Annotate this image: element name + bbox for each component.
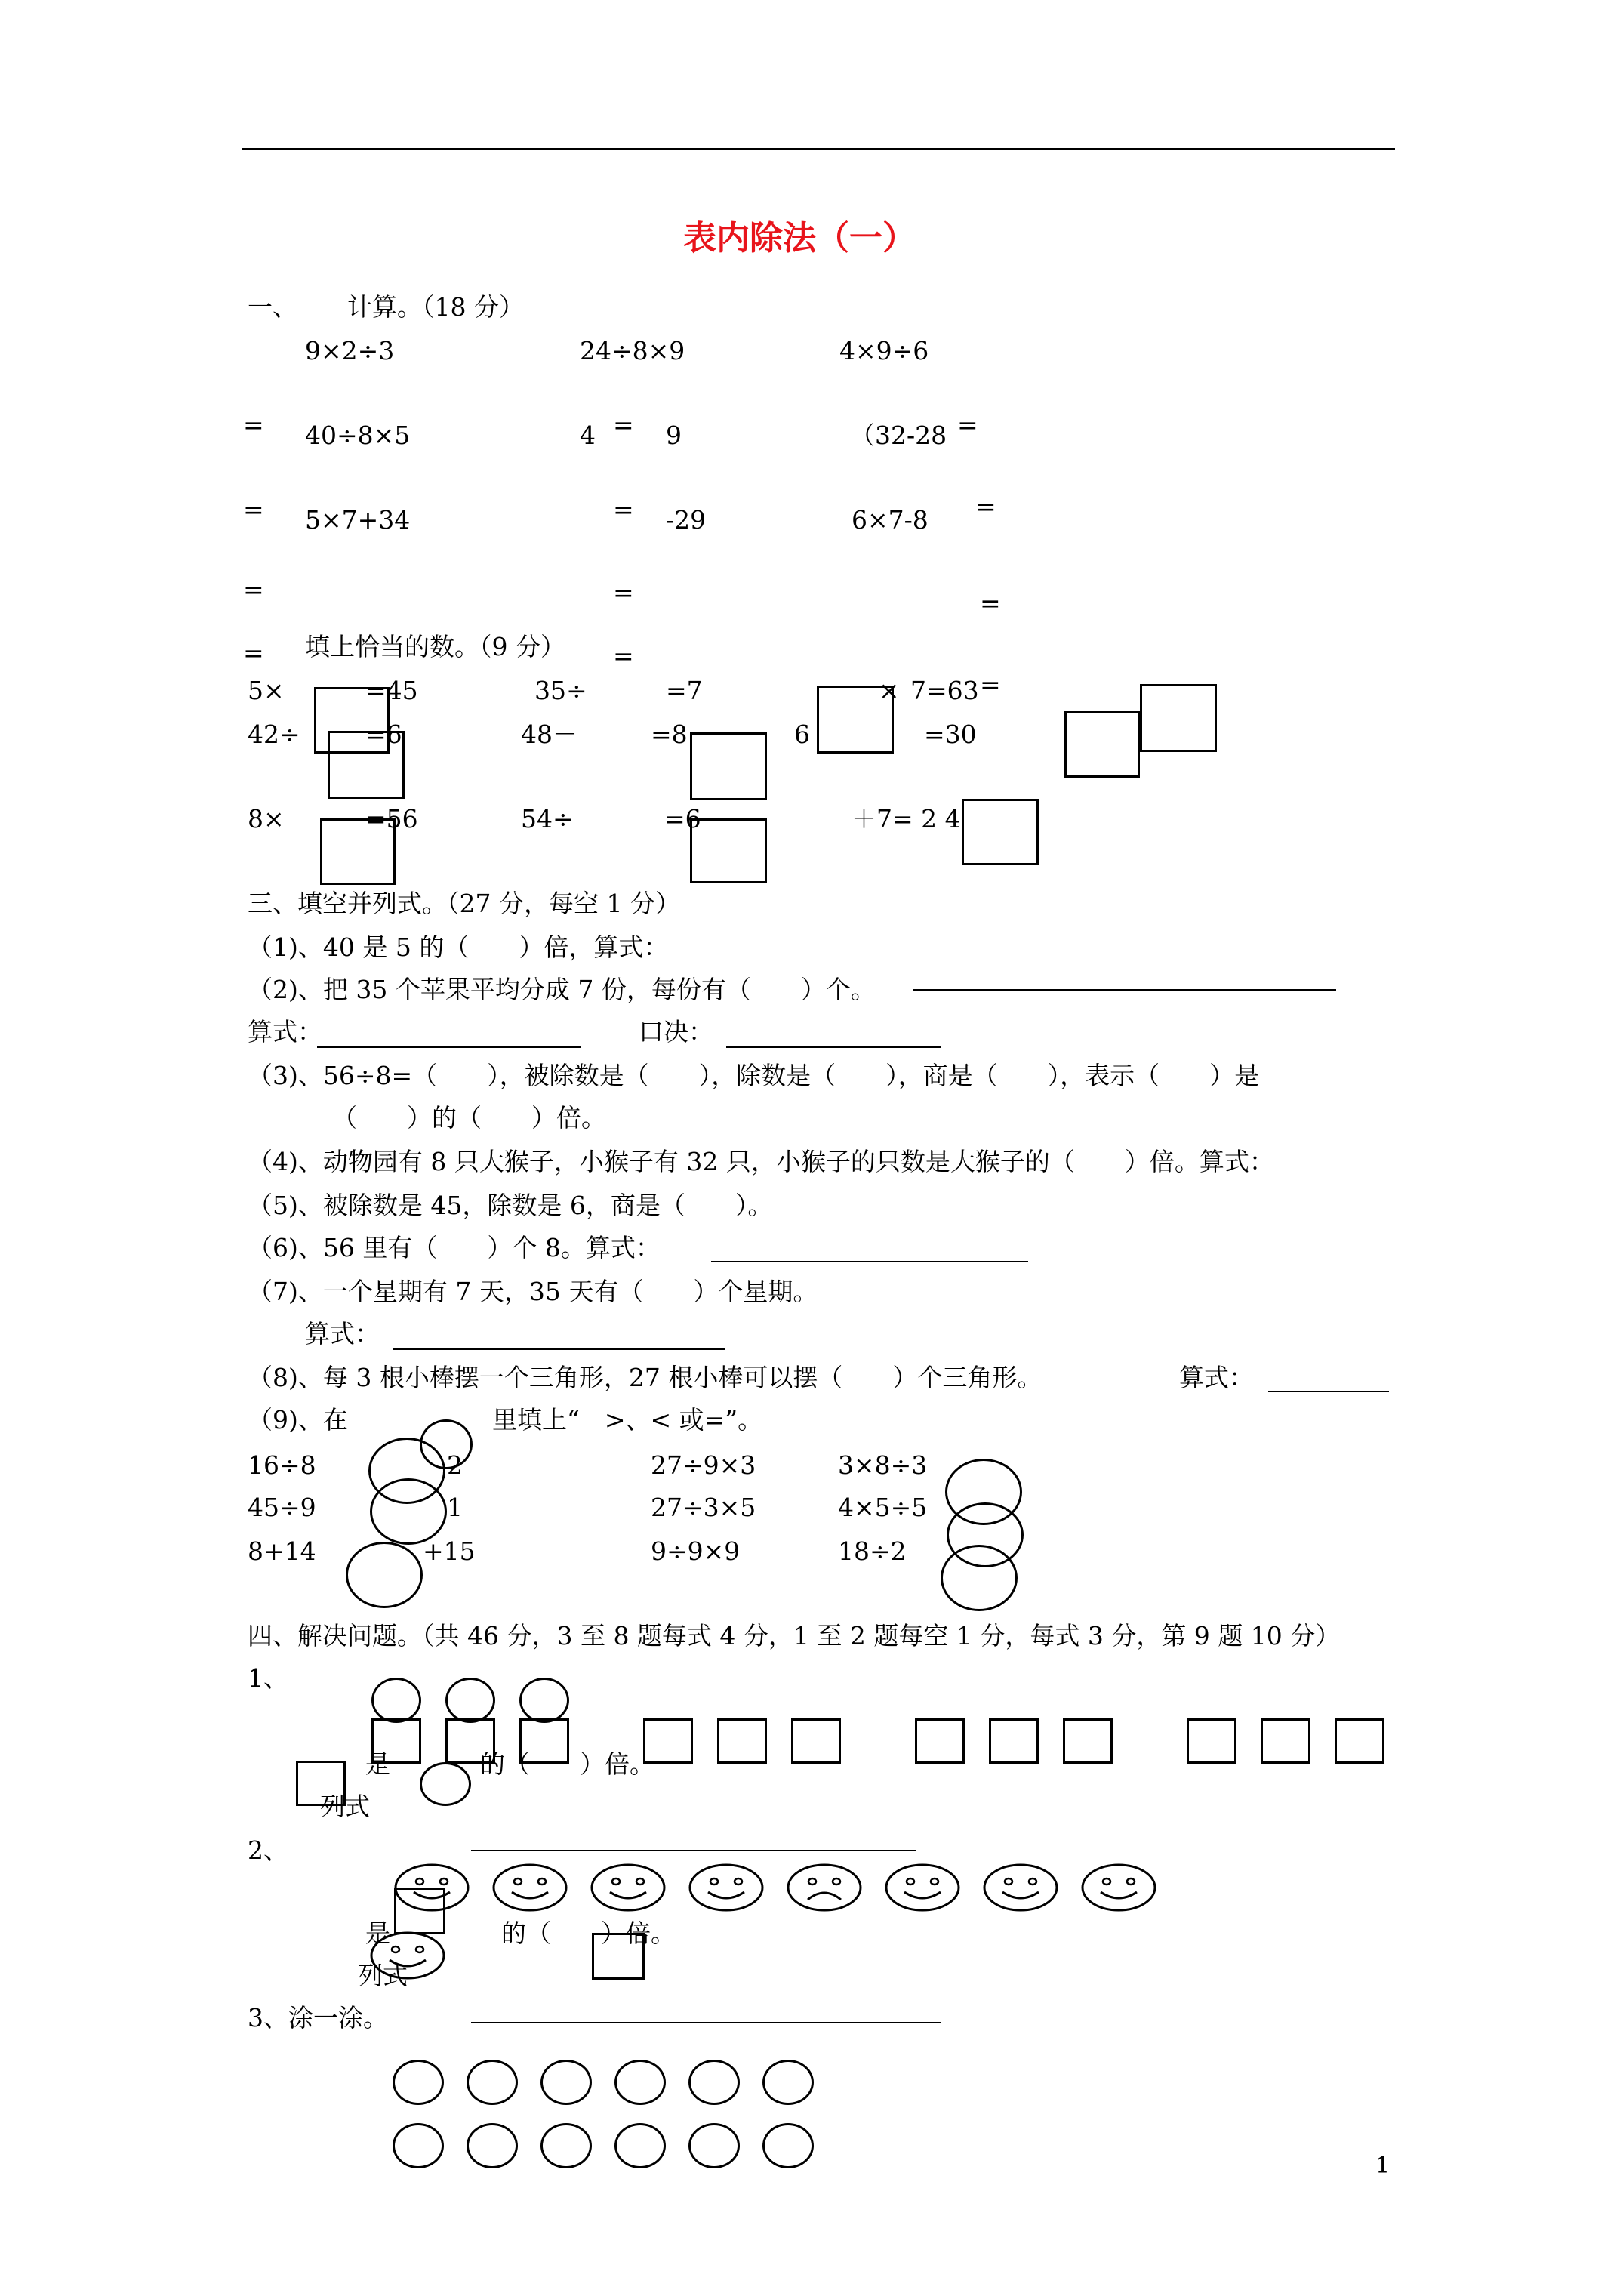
fill-1-2b: =7: [666, 676, 703, 705]
equals-sign: =: [243, 495, 264, 524]
square-shape: [717, 1718, 767, 1764]
answer-line[interactable]: [471, 1850, 916, 1851]
page-title: 表内除法（一）: [683, 219, 916, 257]
calc-2-1: 24÷8×9: [580, 336, 685, 365]
fill-2-1b: =6: [365, 720, 402, 749]
section1-number: 一、: [248, 292, 297, 322]
section4-heading: 四、解决问题。（共 46 分，3 至 8 题每式 4 分，1 至 2 题每空 1 分，每式 3 分，第 9 题 10 分）: [248, 1621, 1341, 1650]
equals-sign: =: [975, 492, 996, 521]
calc-2-2a: 4: [580, 421, 596, 450]
answer-line[interactable]: [317, 1046, 581, 1048]
p2-times: 的（ ）倍。: [501, 1918, 676, 1948]
q2: （2)、把 35 个苹果平均分成 7 份，每份有（ ）个。: [248, 975, 876, 1004]
fill-2-3a: 6: [794, 720, 810, 749]
compare-3-4: 18÷2: [838, 1536, 907, 1566]
equals-sign: =: [243, 638, 264, 667]
color-circle[interactable]: [614, 2123, 666, 2168]
section3-heading: 三、填空并列式。（27 分，每空 1 分）: [248, 889, 680, 918]
color-circle[interactable]: [540, 2060, 592, 2105]
calc-1-3: 5×7+34: [305, 505, 411, 535]
fill-1-2a: 35÷: [534, 676, 587, 705]
q7-formula-label: 算式：: [305, 1319, 380, 1348]
answer-box[interactable]: [320, 818, 396, 885]
answer-box[interactable]: [328, 731, 405, 799]
equals-sign: =: [613, 495, 634, 524]
compare-2-1: 45÷9: [248, 1493, 316, 1522]
fill-3-2b: =6: [664, 804, 701, 834]
answer-line[interactable]: [393, 1348, 725, 1350]
compare-circle[interactable]: [941, 1545, 1018, 1611]
compare-1-1: 16÷8: [248, 1450, 316, 1480]
header-rule: [242, 148, 1395, 150]
section1-heading: 计算。（18 分）: [347, 292, 524, 322]
calc-2-2b: 9: [666, 421, 682, 450]
q9-part2: 里填上“ >、< 或=”。: [492, 1405, 763, 1435]
page-number: 1: [1375, 2153, 1390, 2179]
compare-circle[interactable]: [346, 1542, 423, 1608]
color-circle[interactable]: [762, 2123, 814, 2168]
color-circle[interactable]: [614, 2060, 666, 2105]
square-shape: [1335, 1718, 1384, 1764]
calc-2-3: -29: [666, 505, 707, 535]
equals-sign: =: [613, 578, 634, 607]
p1-number: 1、: [248, 1663, 288, 1693]
q8-formula-label: 算式：: [1179, 1363, 1254, 1392]
fill-2-2a: 48－: [521, 720, 577, 749]
calc-1-2: 40÷8×5: [305, 421, 411, 450]
answer-line[interactable]: [711, 1261, 1028, 1262]
answer-line[interactable]: [726, 1046, 941, 1048]
square-shape: [1187, 1718, 1236, 1764]
smiley-face-icon: [592, 1865, 664, 1910]
fill-2-2b: =8: [651, 720, 688, 749]
frown-face-icon: [788, 1865, 861, 1910]
p3-heading: 3、涂一涂。: [248, 2003, 388, 2032]
circle-shape: [519, 1678, 569, 1723]
fill-2-3b: =30: [924, 720, 977, 749]
q1: （1)、40 是 5 的（ ）倍，算式：: [248, 932, 669, 962]
p2-number: 2、: [248, 1835, 288, 1865]
compare-1-4: 3×8÷3: [838, 1450, 928, 1480]
compare-3-1: 8+14: [248, 1536, 316, 1566]
fill-1-3b: 7=63: [910, 676, 979, 705]
p1-formula-label: 列式: [320, 1792, 370, 1821]
fill-3-3: ＋7= 2 4: [852, 804, 961, 834]
answer-box[interactable]: [1140, 684, 1217, 752]
compare-1-3: 27÷9×3: [651, 1450, 756, 1480]
equals-sign: =: [613, 641, 634, 670]
section2-heading: 填上恰当的数。（9 分）: [305, 632, 565, 661]
q7: （7)、一个星期有 7 天，35 天有（ ）个星期。: [248, 1277, 818, 1306]
compare-2-4: 4×5÷5: [838, 1493, 928, 1522]
p2-formula-label: 列式: [358, 1961, 408, 1990]
answer-box[interactable]: [592, 1933, 645, 1980]
fill-2-1a: 42÷: [248, 720, 300, 749]
fill-3-2a: 54÷: [521, 804, 574, 834]
compare-2-3: 27÷3×5: [651, 1493, 756, 1522]
compare-3-2: +15: [423, 1536, 476, 1566]
compare-2-2: 1: [447, 1493, 463, 1522]
smiley-face-icon: [984, 1865, 1057, 1910]
fill-1-1a: 5×: [248, 676, 285, 705]
q2-rhyme-label: 口决：: [639, 1017, 713, 1046]
calc-3-3: 6×7-8: [852, 505, 929, 535]
square-shape: [791, 1718, 841, 1764]
answer-line[interactable]: [1268, 1391, 1389, 1392]
compare-1-2: 2: [447, 1450, 463, 1480]
fill-1-1b: =45: [365, 676, 418, 705]
color-circle[interactable]: [762, 2060, 814, 2105]
color-circle[interactable]: [393, 2060, 444, 2105]
equals-sign: =: [243, 410, 264, 439]
q6: （6)、56 里有（ ）个 8。算式：: [248, 1233, 661, 1262]
color-circle[interactable]: [688, 2060, 740, 2105]
square-shape: [915, 1718, 965, 1764]
calc-3-1: 4×9÷6: [839, 336, 929, 365]
q3-continued: （ ）的（ ）倍。: [332, 1103, 606, 1133]
smiley-face-icon: [494, 1865, 566, 1910]
color-circle[interactable]: [467, 2060, 518, 2105]
p2-is: 是: [365, 1918, 390, 1948]
fill-1-3a: ×: [879, 676, 900, 705]
q4: （4)、动物园有 8 只大猴子，小猴子有 32 只，小猴子的只数是大猴子的（ ）倍。算式：: [248, 1147, 1274, 1176]
answer-box[interactable]: [690, 818, 767, 883]
answer-box[interactable]: [962, 799, 1039, 865]
calc-3-2: （32-28: [850, 421, 947, 450]
color-circle[interactable]: [393, 2123, 444, 2168]
answer-box[interactable]: [817, 686, 894, 754]
color-circle[interactable]: [467, 2123, 518, 2168]
calc-1-1: 9×2÷3: [305, 336, 395, 365]
color-circle[interactable]: [688, 2123, 740, 2168]
smiley-face-icon: [886, 1865, 959, 1910]
p1-is: 是: [365, 1749, 390, 1779]
answer-box[interactable]: [1064, 711, 1140, 778]
q5: （5)、被除数是 45，除数是 6，商是（ ）。: [248, 1191, 773, 1220]
answer-line[interactable]: [913, 989, 1336, 991]
compare-3-3: 9÷9×9: [651, 1536, 741, 1566]
q8: （8)、每 3 根小棒摆一个三角形，27 根小棒可以摆（ ）个三角形。: [248, 1363, 1042, 1392]
answer-circle[interactable]: [420, 1762, 471, 1806]
q3: （3)、56÷8=（ ），被除数是（ ），除数是（ ），商是（ ），表示（ ）是: [248, 1061, 1260, 1090]
circle-shape: [371, 1678, 421, 1723]
smiley-face-icon: [1083, 1865, 1155, 1910]
smiley-face-icon: [690, 1865, 762, 1910]
q2-formula-label: 算式：: [248, 1017, 322, 1046]
fill-3-1b: =56: [365, 804, 418, 834]
square-shape: [989, 1718, 1039, 1764]
fill-3-1a: 8×: [248, 804, 285, 834]
answer-line[interactable]: [471, 2022, 941, 2023]
equals-sign: =: [613, 410, 634, 439]
answer-box[interactable]: [690, 732, 767, 800]
q9-part1: （9)、在: [248, 1405, 348, 1435]
p1-times: 的（ ）倍。: [480, 1749, 654, 1779]
square-shape: [1261, 1718, 1310, 1764]
equals-sign: =: [243, 575, 264, 604]
circle-shape: [445, 1678, 495, 1723]
compare-circle[interactable]: [370, 1478, 447, 1545]
equals-sign: =: [957, 410, 978, 439]
equals-sign: =: [980, 670, 1001, 699]
square-shape: [1063, 1718, 1113, 1764]
color-circle[interactable]: [540, 2123, 592, 2168]
equals-sign: =: [980, 588, 1001, 618]
answer-box[interactable]: [394, 1888, 445, 1934]
